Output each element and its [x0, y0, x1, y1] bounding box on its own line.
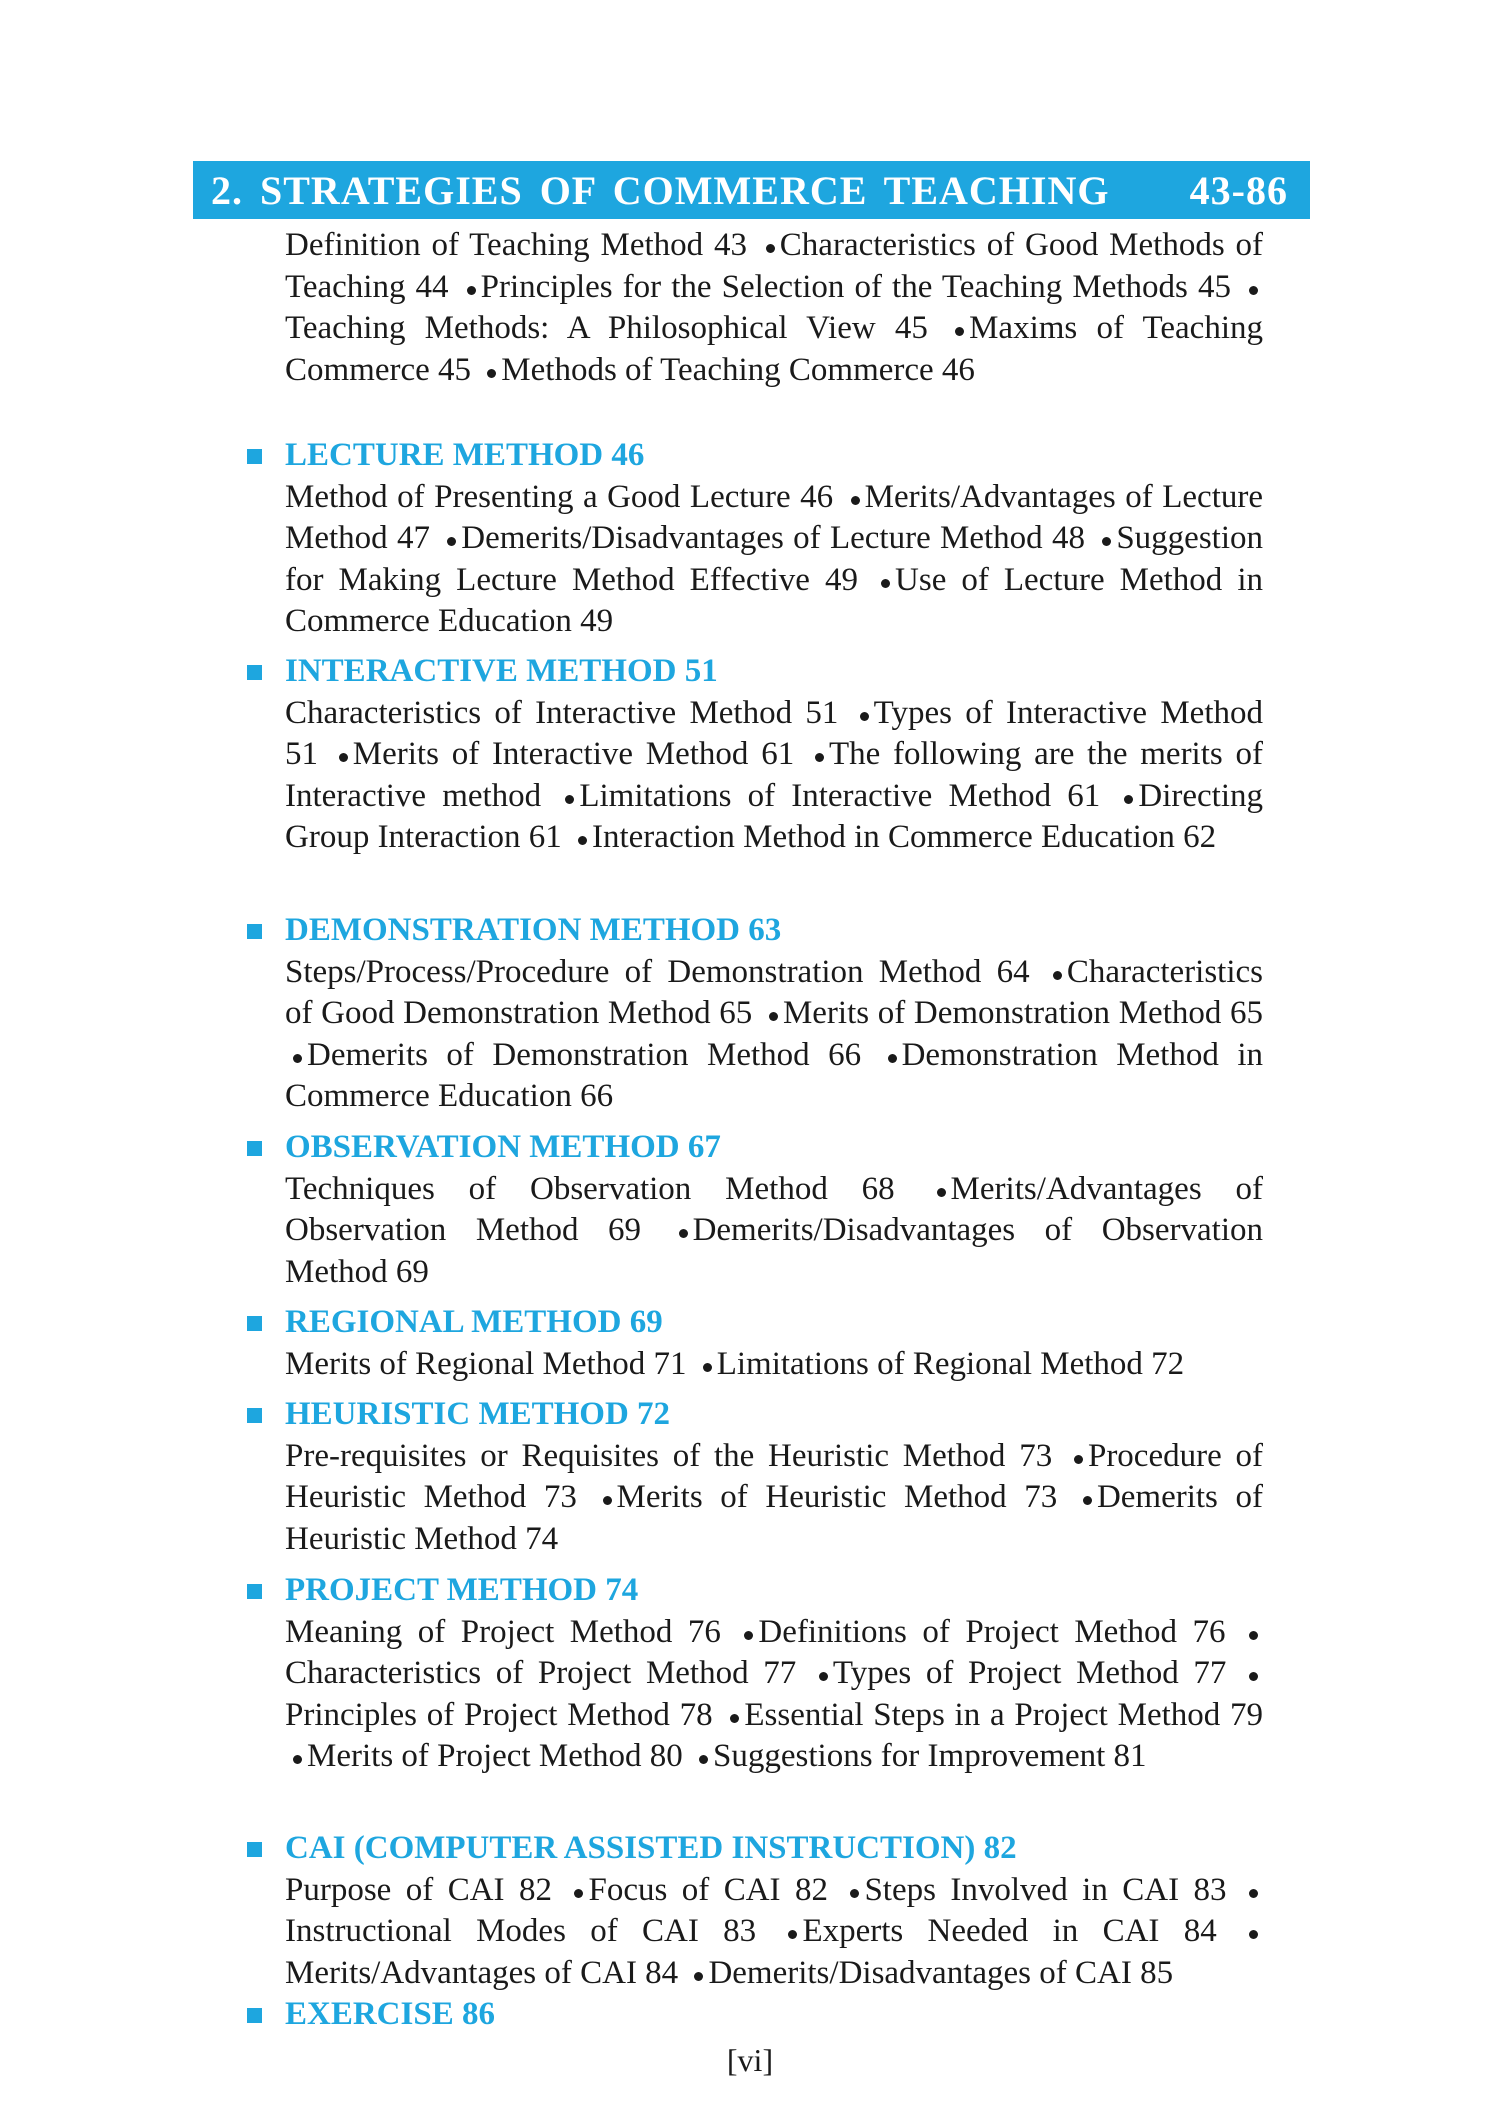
section-heading	[245, 651, 1263, 693]
bullet-icon	[815, 753, 824, 762]
bullet-icon	[850, 1889, 859, 1898]
section-heading	[245, 1394, 1263, 1436]
bullet-icon	[769, 1012, 778, 1021]
chapter-intro-topics	[285, 225, 1263, 391]
section-heuristic-method	[245, 1394, 1263, 1560]
section-heading	[245, 1994, 1263, 2036]
bullet-icon	[1249, 286, 1258, 295]
topic-item: Demerits/Disadvantages of Observation Method 69	[285, 1212, 1264, 1290]
topic-item: Characteristics of Good Methods of Teaching 44	[285, 227, 1263, 305]
topic-item: Purpose of CAI 82	[285, 1871, 553, 1908]
topic-item: Instructional Modes of CAI 83	[285, 1913, 757, 1949]
topic-item: Limitations of Regional Method 72	[716, 1345, 1185, 1382]
section-heading	[245, 1302, 1263, 1344]
bullet-icon	[766, 244, 775, 253]
bullet-icon	[293, 1755, 302, 1764]
topic-item: Steps Involved in CAI 83	[864, 1871, 1227, 1908]
section-heading-text: HEURISTIC METHOD 72	[285, 1396, 671, 1432]
bullet-icon	[293, 1054, 302, 1063]
bullet-icon	[1249, 1631, 1258, 1640]
section-heading	[245, 1828, 1263, 1870]
section-heading-text: OBSERVATION METHOD 67	[285, 1129, 721, 1165]
section-heading	[245, 910, 1263, 952]
topic-item: Demonstration Method in Commerce Education 66	[285, 1036, 1263, 1114]
section-topic-list	[285, 1612, 1263, 1778]
topic-item: Use of Lecture Method in Commerce Education 49	[285, 561, 1263, 639]
topic-item: Pre-requisites or Requisites of the Heuristic Method 73	[285, 1437, 1053, 1474]
chapter-heading-bar	[193, 161, 1310, 219]
square-bullet-icon	[247, 1584, 262, 1599]
topic-item: Merits of Interactive Method 61	[352, 736, 795, 772]
topic-item: Principles of Project Method 78	[285, 1696, 713, 1733]
topic-item: Procedure of Heuristic Method 73	[285, 1437, 1263, 1515]
bullet-icon	[1124, 795, 1133, 804]
bullet-icon	[851, 496, 860, 505]
bullet-icon	[574, 1889, 583, 1898]
section-heading-text: EXERCISE 86	[285, 1996, 495, 2032]
bullet-icon	[1249, 1930, 1258, 1939]
section-cai	[245, 1828, 1263, 1994]
topic-item: Characteristics of Interactive Method 51	[285, 694, 839, 731]
topic-item: Types of Interactive Method 51	[285, 694, 1263, 772]
topic-item: Focus of CAI 82	[588, 1871, 828, 1908]
square-bullet-icon	[247, 924, 262, 939]
topic-item: Techniques of Observation Method 68	[285, 1170, 895, 1207]
section-interactive-method	[245, 651, 1263, 859]
bullet-icon	[467, 286, 476, 295]
topic-item: Limitations of Interactive Method 61	[579, 777, 1101, 814]
bullet-icon	[603, 1496, 612, 1505]
section-topic-list	[285, 952, 1263, 1118]
bullet-icon	[487, 369, 496, 378]
square-bullet-icon	[247, 2008, 262, 2023]
bullet-icon	[860, 712, 869, 721]
bullet-icon	[1053, 971, 1062, 980]
topic-item: Types of Project Method 77	[832, 1655, 1227, 1691]
topic-item: The following are the merits of Interactive method	[285, 736, 1263, 814]
topic-item: Merits/Advantages of Observation Method 69	[285, 1170, 1264, 1248]
section-heading-text: PROJECT METHOD 74	[285, 1572, 639, 1608]
topic-item: Interaction Method in Commerce Education 62	[592, 819, 1217, 855]
section-heading	[245, 1127, 1263, 1169]
bullet-icon	[788, 1930, 797, 1939]
topic-item: Characteristics of Good Demonstration Method 65	[285, 953, 1264, 1031]
bullet-icon	[339, 753, 348, 762]
topic-item: Merits of Regional Method 71	[285, 1345, 687, 1382]
page-number: [vi]	[726, 2042, 774, 2078]
section-observation-method	[245, 1127, 1263, 1293]
topic-item: Definitions of Project Method 76	[758, 1613, 1226, 1650]
section-exercise	[245, 1994, 1263, 2036]
bullet-icon	[694, 1972, 703, 1981]
section-demonstration-method	[245, 910, 1263, 1118]
topic-item: Merits of Project Method 80	[307, 1738, 683, 1774]
chapter-page-range: 43-86	[1189, 167, 1288, 213]
topic-item: Merits/Advantages of CAI 84	[285, 1954, 679, 1991]
section-lecture-method	[245, 435, 1263, 643]
square-bullet-icon	[247, 665, 262, 680]
section-heading-text: INTERACTIVE METHOD 51	[285, 653, 718, 689]
section-topic-list	[285, 1436, 1263, 1561]
square-bullet-icon	[247, 1141, 262, 1156]
topic-item: Steps/Process/Procedure of Demonstration Method 64	[285, 953, 1030, 990]
topic-item: Meaning of Project Method 76	[285, 1613, 721, 1650]
bullet-icon	[730, 1714, 739, 1723]
bullet-icon	[937, 1188, 946, 1197]
square-bullet-icon	[247, 1408, 262, 1423]
topic-item: Merits of Heuristic Method 73	[616, 1479, 1058, 1515]
bullet-icon	[955, 327, 964, 336]
intro-topic-list	[285, 225, 1263, 391]
section-topic-list	[285, 477, 1263, 643]
bullet-icon	[703, 1363, 712, 1372]
section-topic-list	[285, 1169, 1263, 1294]
bullet-icon	[888, 1054, 897, 1063]
square-bullet-icon	[247, 1316, 262, 1331]
topic-item: Merits/Advantages of Lecture Method 47	[285, 478, 1263, 556]
topic-item: Experts Needed in CAI 84	[802, 1913, 1217, 1949]
section-project-method	[245, 1570, 1263, 1778]
bullet-icon	[1074, 1455, 1083, 1464]
topic-item: Directing Group Interaction 61	[285, 777, 1263, 855]
bullet-icon	[578, 836, 587, 845]
section-topic-list	[285, 1870, 1263, 1995]
topic-item: Suggestion for Making Lecture Method Effective 49	[285, 520, 1263, 598]
square-bullet-icon	[247, 449, 262, 464]
chapter-title: 2. STRATEGIES OF COMMERCE TEACHING	[211, 167, 1110, 213]
topic-item: Essential Steps in a Project Method 79	[744, 1696, 1264, 1733]
section-heading-text: DEMONSTRATION METHOD 63	[285, 912, 782, 948]
bullet-icon	[881, 579, 890, 588]
topic-item: Demerits/Disadvantages of Lecture Method 48	[461, 520, 1085, 556]
bullet-icon	[1083, 1496, 1092, 1505]
section-topic-list	[285, 1344, 1263, 1386]
bullet-icon	[744, 1631, 753, 1640]
topic-item: Definition of Teaching Method 43	[285, 227, 747, 263]
section-heading	[245, 435, 1263, 477]
topic-item: Method of Presenting a Good Lecture 46	[285, 478, 834, 515]
topic-item: Teaching Methods: A Philosophical View 45	[285, 310, 928, 346]
section-heading	[245, 1570, 1263, 1612]
bullet-icon	[447, 537, 456, 546]
topic-item: Demerits of Heuristic Method 74	[285, 1479, 1264, 1557]
topic-item: Principles for the Selection of the Teaching Methods 45	[480, 268, 1231, 305]
topic-item: Suggestions for Improvement 81	[713, 1738, 1147, 1774]
topic-item: Demerits/Disadvantages of CAI 85	[708, 1954, 1174, 1991]
topic-item: Demerits of Demonstration Method 66	[307, 1036, 862, 1073]
topic-item: Characteristics of Project Method 77	[285, 1655, 797, 1691]
bullet-icon	[565, 795, 574, 804]
section-heading-text: REGIONAL METHOD 69	[285, 1304, 663, 1340]
bullet-icon	[699, 1755, 708, 1764]
square-bullet-icon	[247, 1842, 262, 1857]
section-regional-method	[245, 1302, 1263, 1385]
bullet-icon	[1102, 537, 1111, 546]
topic-item: Methods of Teaching Commerce 46	[501, 351, 975, 388]
bullet-icon	[679, 1229, 688, 1238]
topic-item: Maxims of Teaching Commerce 45	[285, 310, 1263, 388]
topic-item: Merits of Demonstration Method 65	[782, 995, 1264, 1031]
bullet-icon	[819, 1672, 828, 1681]
section-topic-list	[285, 693, 1263, 859]
section-heading-text: CAI (COMPUTER ASSISTED INSTRUCTION) 82	[285, 1830, 1017, 1866]
section-heading-text: LECTURE METHOD 46	[285, 437, 645, 473]
bullet-icon	[1249, 1889, 1258, 1898]
bullet-icon	[1249, 1672, 1258, 1681]
